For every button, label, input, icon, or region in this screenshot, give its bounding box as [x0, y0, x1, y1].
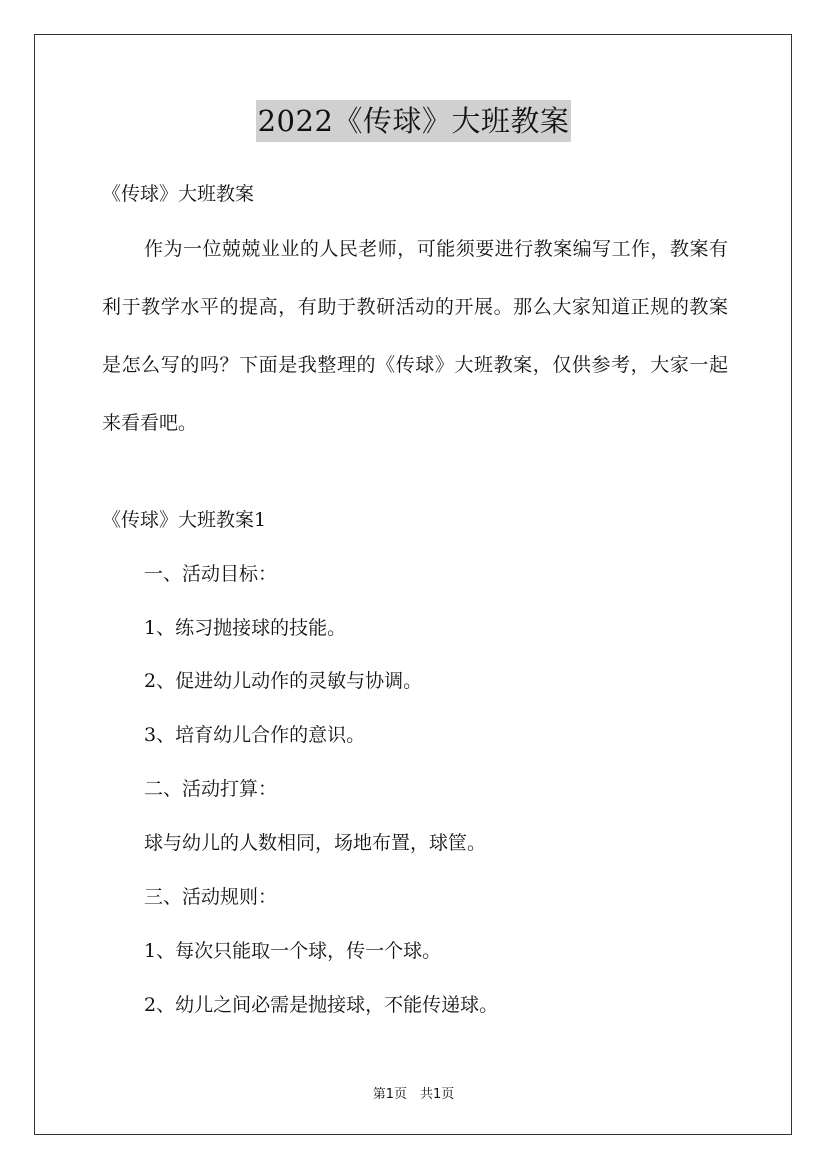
page-footer: 第1页 共1页: [372, 1087, 455, 1102]
content-line: 球与幼儿的人数相同，场地布置，球筐。: [144, 832, 487, 854]
content-line: 1、练习抛接球的技能。: [144, 617, 347, 639]
title-wrap: [0, 100, 827, 142]
content-line: 2、促进幼儿动作的灵敏与协调。: [144, 670, 423, 692]
document-subtitle: 《传球》大班教案: [102, 183, 255, 205]
intro-paragraph: 作为一位兢兢业业的人民老师，可能须要进行教案编写工作，教案有利于教学水平的提高，有助于教研活动的开展。那么大家知道正规的教案是怎么写的吗？下面是我整理的《传球》大班教案，仅供参考，大家一起来看看吧。: [102, 238, 728, 434]
content-line: 二、活动打算：: [144, 778, 278, 800]
content-line: 3、培育幼儿合作的意识。: [144, 724, 366, 746]
section-heading: 《传球》大班教案1: [102, 509, 267, 531]
content-line: 三、活动规则：: [144, 886, 278, 908]
content-line: 一、活动目标：: [144, 563, 278, 585]
content-line: 2、幼儿之间必需是抛接球，不能传递球。: [144, 994, 499, 1016]
document-title: 2022《传球》大班教案: [256, 100, 572, 142]
content-line: 1、每次只能取一个球，传一个球。: [144, 940, 442, 962]
